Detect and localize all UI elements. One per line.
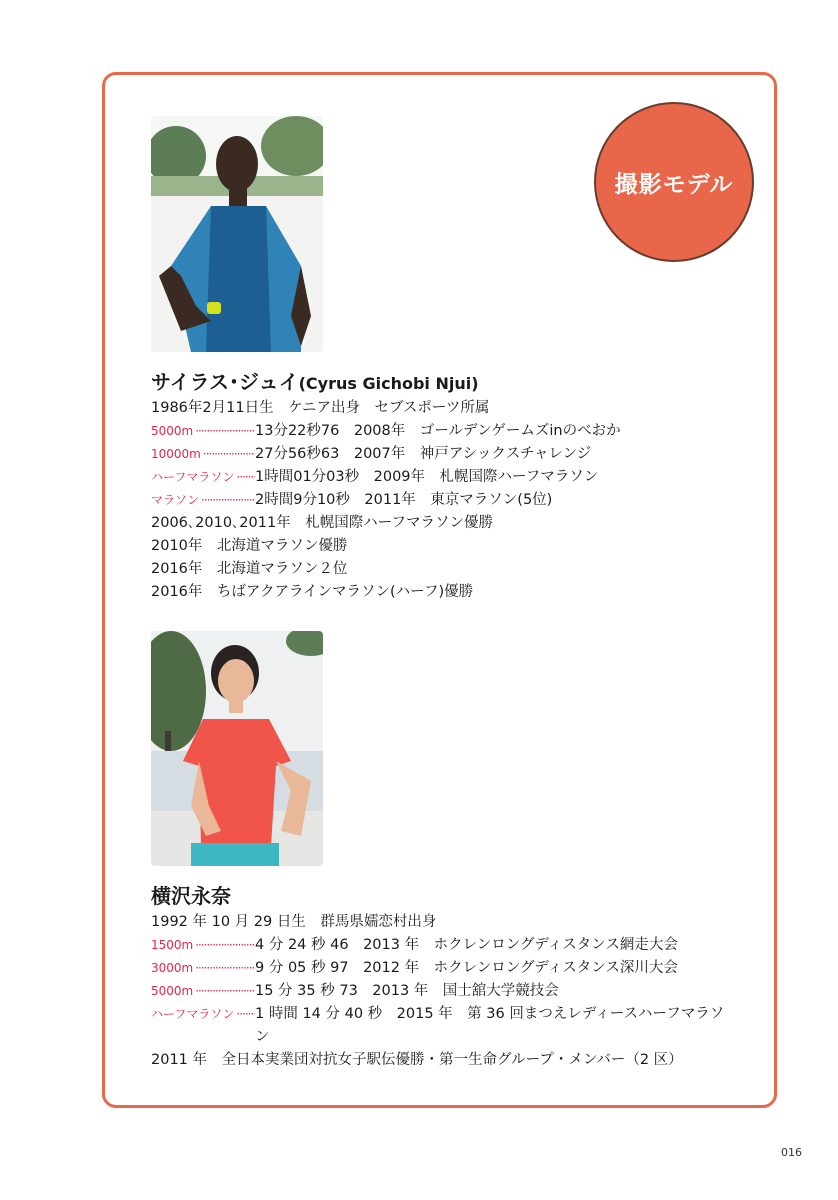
model2-name-ja: 横沢永奈 (151, 884, 231, 908)
record-label: ハーフマラソン (151, 1007, 235, 1021)
model1-name-ja: サイラス･ジュイ (151, 370, 299, 394)
record-row (151, 420, 621, 443)
model2-info: 1992 年 10 月 29 日生 群馬県嬬恋村出身 (151, 914, 437, 930)
record-value: 4 分 24 秒 46 2013 年 ホクレンロングディスタンス網走大会 (255, 937, 678, 953)
record-value: 15 分 35 秒 73 2013 年 国士舘大学競技会 (255, 983, 559, 999)
model1-info: 1986年2月11日生 ケニア出身 セブスポーツ所属 (151, 400, 490, 416)
record-value: 2時間9分10秒 2011年 東京マラソン(5位) (255, 492, 553, 508)
achievement-line: 2006､2010､2011年 札幌国際ハーフマラソン優勝 (151, 515, 493, 531)
badge-label: 撮影モデル (614, 171, 734, 198)
record-row (151, 957, 725, 980)
record-label: 10000m (151, 447, 201, 461)
record-row (151, 934, 725, 957)
record-row (151, 1003, 725, 1049)
model2-photo (151, 631, 323, 866)
record-row (151, 443, 621, 466)
record-row (151, 466, 621, 489)
record-label: 5000m (151, 984, 194, 998)
record-value: 1時間01分03秒 2009年 札幌国際ハーフマラソン (255, 469, 599, 485)
model2-name (151, 880, 231, 909)
model1-profile (151, 397, 621, 604)
achievement-line: 2011 年 全日本実業団対抗女子駅伝優勝・第一生命グループ・メンバー（2 区） (151, 1052, 683, 1068)
page-number: 016 (781, 1146, 802, 1159)
model2-profile (151, 911, 725, 1072)
record-label: マラソン (151, 493, 200, 507)
achievement-line: 2016年 北海道マラソン２位 (151, 561, 348, 577)
model1-name-latin: (Cyrus Gichobi Njui) (298, 374, 479, 393)
record-row (151, 980, 725, 1003)
record-value: 27分56秒63 2007年 神戸アシックスチャレンジ (255, 446, 592, 462)
photo-model-badge (594, 102, 754, 262)
record-label: 1500m (151, 938, 194, 952)
record-label: 5000m (151, 424, 194, 438)
record-value: 13分22秒76 2008年 ゴールデンゲームズinのべおか (255, 423, 621, 439)
record-value: 9 分 05 秒 97 2012 年 ホクレンロングディスタンス深川大会 (255, 960, 678, 976)
record-label: 3000m (151, 961, 194, 975)
model1-name (151, 366, 479, 395)
achievement-line: 2010年 北海道マラソン優勝 (151, 538, 348, 554)
record-value: 1 時間 14 分 40 秒 2015 年 第 36 回まつえレディースハーフマラソン (255, 1006, 725, 1045)
record-label: ハーフマラソン (151, 470, 235, 484)
achievement-line: 2016年 ちばアクアラインマラソン(ハーフ)優勝 (151, 584, 474, 600)
record-row (151, 489, 621, 512)
model1-photo (151, 116, 323, 352)
